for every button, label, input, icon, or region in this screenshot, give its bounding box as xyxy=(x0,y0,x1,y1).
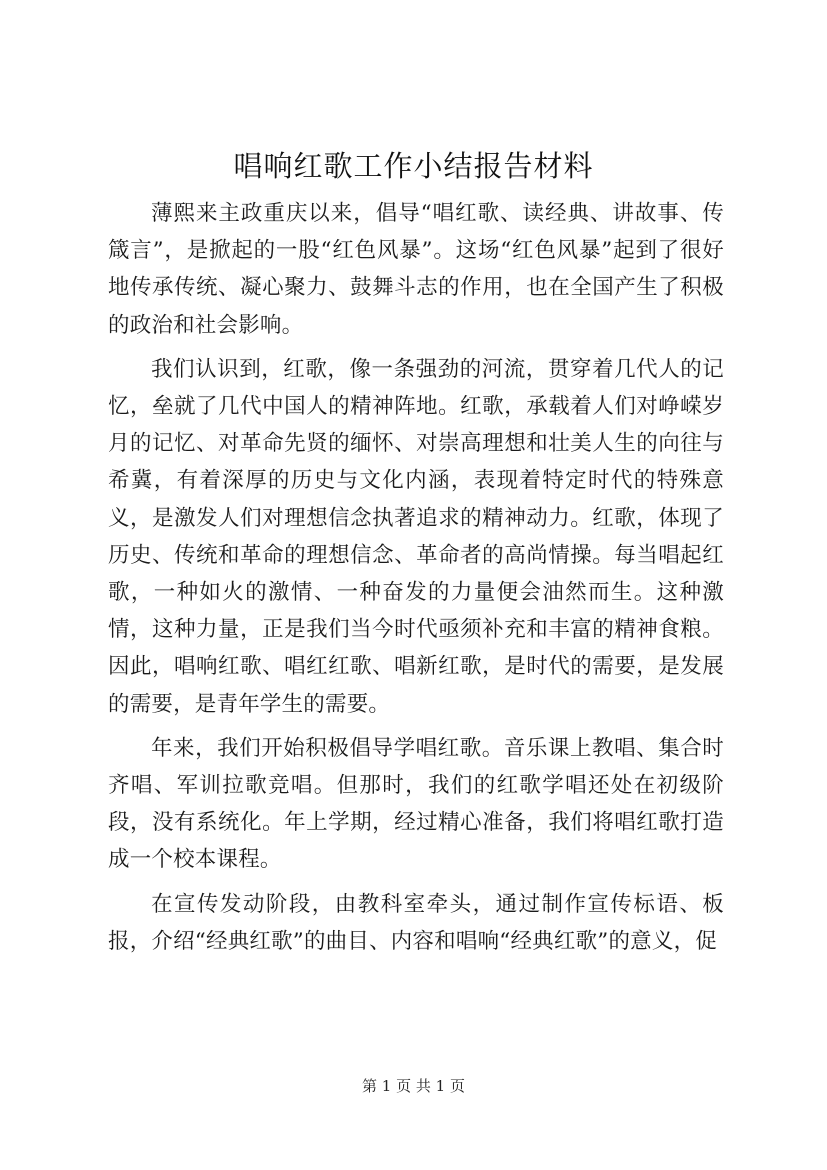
paragraph-2: 我们认识到，红歌，像一条强劲的河流，贯穿着几代人的记忆，垒就了几代中国人的精神阵地。红歌，承载着人们对峥嵘岁月的记忆、对革命先贤的缅怀、对崇高理想和壮美人生的向往与希冀，有着深厚的历史与文化内涵，表现着特定时代的特殊意义，是激发人们对理想信念执著追求的精神动力。红歌，体现了历史、传统和革命的理想信念、革命者的高尚情操。每当唱起红歌，一种如火的激情、一种奋发的力量便会油然而生。这种激情，这种力量，正是我们当今时代亟须补充和丰富的精神食粮。因此，唱响红歌、唱红红歌、唱新红歌，是时代的需要，是发展的需要，是青年学生的需要。 xyxy=(108,356,724,717)
paragraph-4: 在宣传发动阶段，由教科室牵头，通过制作宣传标语、板报，介绍“经典红歌”的曲目、内容和唱响“经典红歌”的意义，促 xyxy=(108,891,724,954)
document-title: 唱响红歌工作小结报告材料 xyxy=(233,149,594,183)
document-body xyxy=(108,195,724,967)
paragraph-1: 薄熙来主政重庆以来，倡导“唱红歌、读经典、讲故事、传箴言”，是掀起的一股“红色风暴”。这场“红色风暴”起到了很好地传承传统、凝心聚力、鼓舞斗志的作用，也在全国产生了积极的政治和社会影响。 xyxy=(108,201,724,338)
paragraph-3: 年来，我们开始积极倡导学唱红歌。音乐课上教唱、集合时齐唱、军训拉歌竞唱。但那时，我们的红歌学唱还处在初级阶段，没有系统化。年上学期，经过精心准备，我们将唱红歌打造成一个校本课程。 xyxy=(108,735,724,873)
page-number-footer: 第 1 页 共 1 页 xyxy=(362,1077,465,1095)
